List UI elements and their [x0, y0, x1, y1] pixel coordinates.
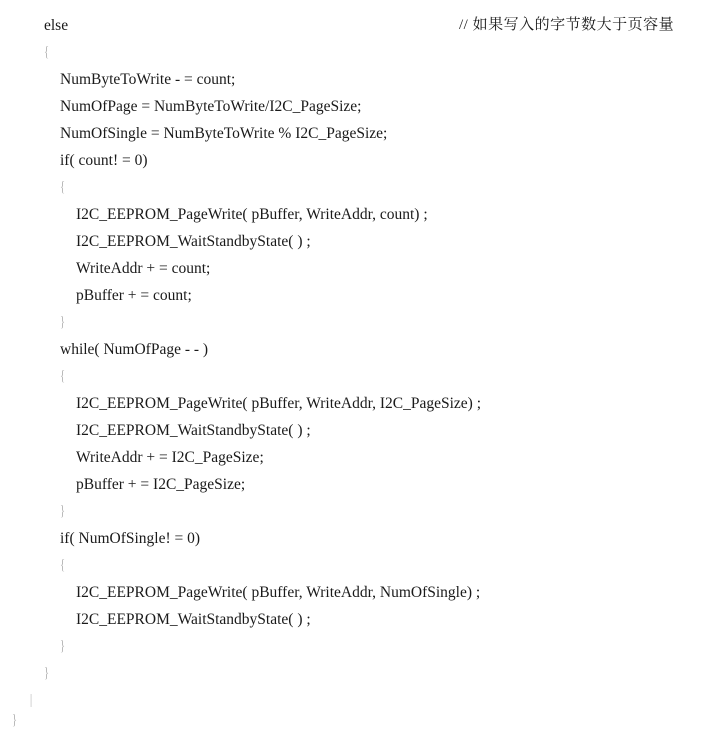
code-line-6: I2C_EEPROM_WaitStandbyState( ) ; [76, 233, 311, 250]
else-open-brace: { [44, 44, 50, 60]
if-single-open-brace: { [60, 557, 66, 573]
code-line-14: if( NumOfSingle! = 0) [60, 530, 201, 547]
code-line-11: I2C_EEPROM_WaitStandbyState( ) ; [76, 422, 311, 439]
outer-bar: | [30, 692, 33, 708]
code-line-4: if( count! = 0) [60, 152, 148, 169]
code-line-1: NumByteToWrite - = count; [60, 71, 236, 88]
code-comment: // 如果写入的字节数大于页容量 [459, 17, 675, 33]
code-line-8: pBuffer + = count; [76, 287, 192, 304]
else-keyword: else [44, 17, 69, 34]
code-line-9: while( NumOfPage - - ) [60, 341, 209, 358]
code-line-16: I2C_EEPROM_WaitStandbyState( ) ; [76, 611, 311, 628]
code-line-10: I2C_EEPROM_PageWrite( pBuffer, WriteAddr, I2C_PageSize) ; [76, 395, 482, 412]
while-open-brace: { [60, 368, 66, 384]
function-close-brace: } [12, 712, 18, 728]
code-line-2: NumOfPage = NumByteToWrite/I2C_PageSize; [60, 98, 362, 115]
while-close-brace: } [60, 503, 66, 519]
code-line-15: I2C_EEPROM_PageWrite( pBuffer, WriteAddr, NumOfSingle) ; [76, 584, 481, 601]
else-close-brace: } [44, 665, 50, 681]
if-count-open-brace: { [60, 179, 66, 195]
if-single-close-brace: } [60, 638, 66, 654]
if-count-close-brace: } [60, 314, 66, 330]
code-line-5: I2C_EEPROM_PageWrite( pBuffer, WriteAddr, count) ; [76, 206, 428, 223]
code-line-7: WriteAddr + = count; [76, 260, 211, 277]
code-line-12: WriteAddr + = I2C_PageSize; [76, 449, 264, 466]
code-line-13: pBuffer + = I2C_PageSize; [76, 476, 246, 493]
code-line-3: NumOfSingle = NumByteToWrite % I2C_PageSize; [60, 125, 388, 142]
